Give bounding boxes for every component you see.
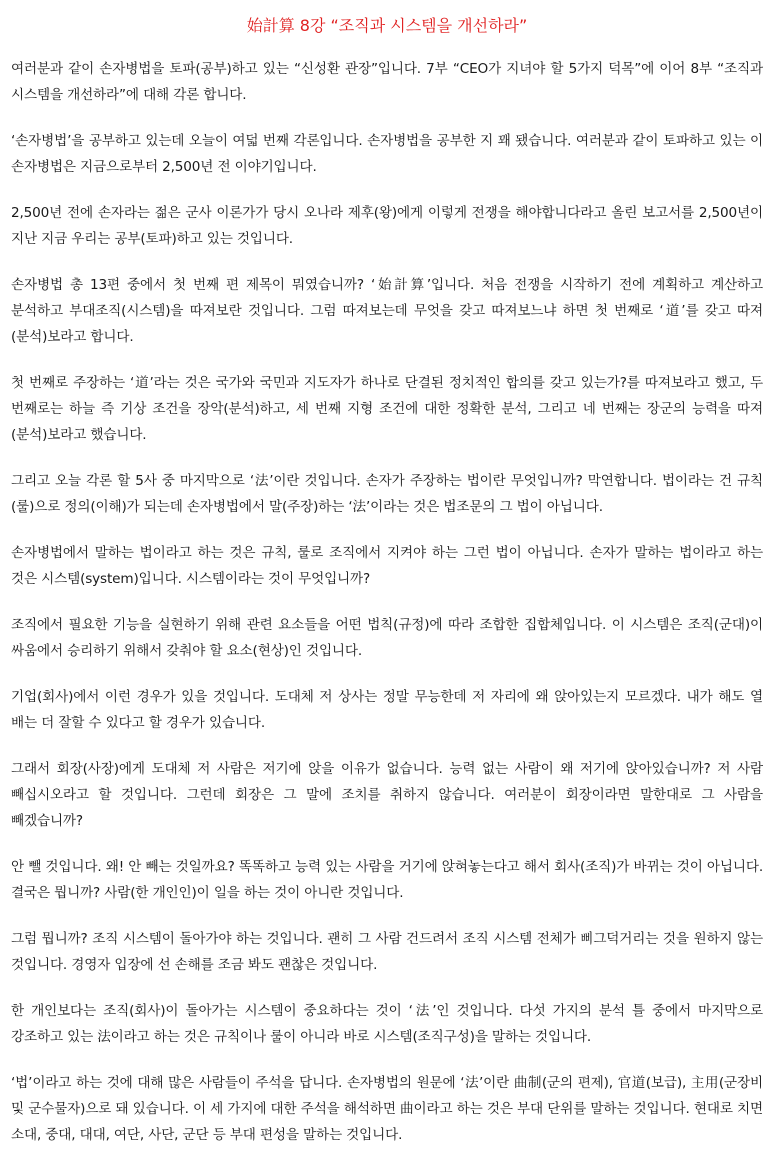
- paragraph-10: 그래서 회장(사장)에게 도대체 저 사람은 저기에 앉을 이유가 없습니다. 능력 없는 사람이 왜 저기에 앉아있습니까? 저 사람 빼십시오라고 할 것입니다. 그런데 회장은 그 말에 조치를 취하지 않습니다. 여러분이 회장이라면 말한대로 그 사람을 빼겠습니까?: [11, 761, 763, 829]
- paragraph-5: 첫 번째로 주장하는 ‘道’라는 것은 국가와 국민과 지도자가 하나로 단결된 정치적인 합의를 갖고 있는가?를 따져보라고 했고, 두 번째로는 하늘 즉 기상 조건을 장악(분석)하고, 세 번째 지형 조건에 대한 정확한 분석, 그리고 네 번째는 장군의 능력을 따져(분석)보라고 했습니다.: [11, 375, 763, 443]
- paragraph-4: 손자병법 총 13편 중에서 첫 번째 편 제목이 뭐였습니까? ‘始計算’입니다. 처음 전쟁을 시작하기 전에 계획하고 계산하고 분석하고 부대조직(시스템)을 따져보란 것입니다. 그럼 따져보는데 무엇을 갖고 따져보느냐 하면 첫 번째로 ‘道’를 갖고 따져(분석)보라고 합니다.: [11, 277, 763, 345]
- document-body: [11, 56, 763, 1148]
- paragraph-11: 안 뺄 것입니다. 왜! 안 빼는 것일까요? 똑똑하고 능력 있는 사람을 거기에 앉혀놓는다고 해서 회사(조직)가 바뀌는 것이 아닙니다. 결국은 뭡니까? 사람(한 개인인)이 일을 하는 것이 아니란 것입니다.: [11, 859, 763, 901]
- paragraph-2: ‘손자병법’을 공부하고 있는데 오늘이 여덟 번째 각론입니다. 손자병법을 공부한 지 꽤 됐습니다. 여러분과 같이 토파하고 있는 이 손자병법은 지금으로부터 2,500년 전 이야기입니다.: [11, 133, 763, 175]
- paragraph-12: 그럼 뭡니까? 조직 시스템이 돌아가야 하는 것입니다. 괜히 그 사람 건드려서 조직 시스템 전체가 삐그덕거리는 것을 원하지 않는 것입니다. 경영자 입장에 선 손해를 조금 봐도 괜찮은 것입니다.: [11, 931, 763, 973]
- paragraph-7: 손자병법에서 말하는 법이라고 하는 것은 규칙, 룰로 조직에서 지켜야 하는 그런 법이 아닙니다. 손자가 말하는 법이라고 하는 것은 시스템(system)입니다. 시스템이라는 것이 무엇입니까?: [11, 545, 763, 587]
- paragraph-13: 한 개인보다는 조직(회사)이 돌아가는 시스템이 중요하다는 것이 ‘法’인 것입니다. 다섯 가지의 분석 틀 중에서 마지막으로 강조하고 있는 法이라고 하는 것은 규칙이나 룰이 아니라 바로 시스템(조직구성)을 말하는 것입니다.: [11, 1003, 763, 1045]
- paragraph-9: 기업(회사)에서 이런 경우가 있을 것입니다. 도대체 저 상사는 정말 무능한데 저 자리에 왜 앉아있는지 모르겠다. 내가 해도 열 배는 더 잘할 수 있다고 할 경우가 있습니다.: [11, 689, 763, 731]
- paragraph-8: 조직에서 필요한 기능을 실현하기 위해 관련 요소들을 어떤 법칙(규정)에 따라 조합한 집합체입니다. 이 시스템은 조직(군대)이 싸움에서 승리하기 위해서 갖춰야 할 요소(현상)인 것입니다.: [11, 617, 763, 659]
- document-title: 始計算 8강 “조직과 시스템을 개선하라”: [246, 16, 528, 35]
- paragraph-1: 여러분과 같이 손자병법을 토파(공부)하고 있는 “신성환 관장”입니다. 7부 “CEO가 지녀야 할 5가지 덕목”에 이어 8부 “조직과 시스템을 개선하라”에 대해 각론 합니다.: [11, 61, 763, 103]
- paragraph-14: ‘법’이라고 하는 것에 대해 많은 사람들이 주석을 답니다. 손자병법의 원문에 ‘法’이란 曲制(군의 편제), 官道(보급), 主用(군장비 및 군수물자)으로 돼 있습니다. 이 세 가지에 대한 주석을 해석하면 曲이라고 하는 것은 부대 단위를 말하는 것입니다. 현대로 치면 소대, 중대, 대대, 여단, 사단, 군단 등 부대 편성을 말하는 것입니다.: [11, 1075, 763, 1143]
- paragraph-6: 그리고 오늘 각론 할 5사 중 마지막으로 ‘法’이란 것입니다. 손자가 주장하는 법이란 무엇입니까? 막연합니다. 법이라는 건 규칙(룰)으로 정의(이해)가 되는데 손자병법에서 말(주장)하는 ‘法’이라는 것은 법조문의 그 법이 아닙니다.: [11, 473, 763, 515]
- paragraph-3: 2,500년 전에 손자라는 젊은 군사 이론가가 당시 오나라 제후(왕)에게 이렇게 전쟁을 해야합니다라고 올린 보고서를 2,500년이 지난 지금 우리는 공부(토파)하고 있는 것입니다.: [11, 205, 763, 247]
